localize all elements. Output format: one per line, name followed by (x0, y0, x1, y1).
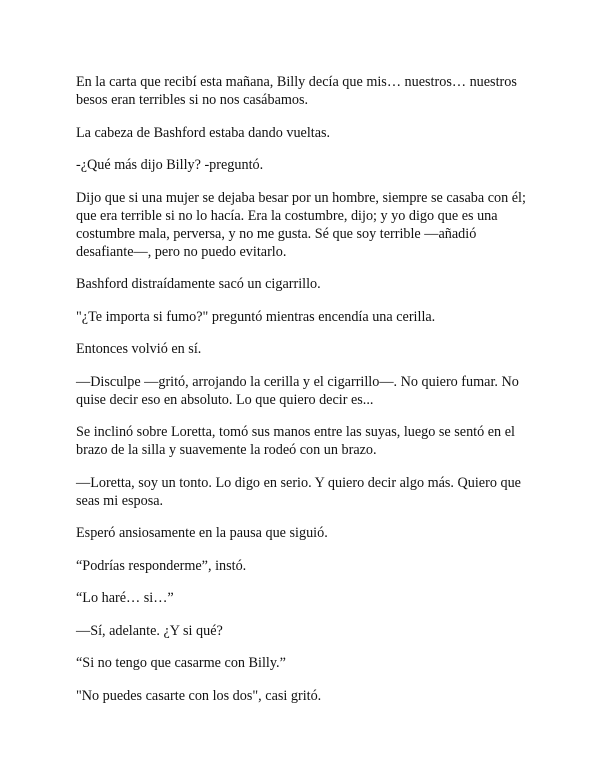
paragraph: Entonces volvió en sí. (76, 341, 202, 357)
paragraph: Dijo que si una mujer se dejaba besar por un hombre, siempre se casaba con él; que era terrible si no lo hacía. Era la costumbre, dijo; y yo digo que es una costumbre mala, perversa, y no me gusta. Sé que soy terrible —añadió desafiante—, pero no puedo evitarlo. (76, 189, 526, 260)
paragraph: “Podrías responderme”, instó. (76, 557, 247, 574)
paragraph: Se inclinó sobre Loretta, tomó sus manos entre las suyas, luego se sentó en el brazo de la silla y suavemente la rodeó con un brazo. (76, 424, 515, 458)
paragraph: Esperó ansiosamente en la pausa que siguió. (76, 525, 328, 541)
paragraph: En la carta que recibí esta mañana, Billy decía que mis… nuestros… nuestros besos eran terribles si no nos casábamos. (76, 74, 517, 108)
paragraph: -¿Qué más dijo Billy? -preguntó. (76, 157, 264, 173)
paragraph: Bashford distraídamente sacó un cigarrillo. (76, 276, 321, 292)
paragraph: "No puedes casarte con los dos", casi gritó. (76, 687, 322, 704)
paragraph: “Si no tengo que casarme con Billy.” (76, 655, 286, 671)
paragraph: —Sí, adelante. ¿Y si qué? (76, 622, 223, 639)
body-text (76, 73, 531, 719)
paragraph: “Lo haré… si…” (76, 590, 174, 606)
paragraph: "¿Te importa si fumo?" preguntó mientras encendía una cerilla. (76, 308, 436, 325)
paragraph: —Disculpe —gritó, arrojando la cerilla y el cigarrillo—. No quiero fumar. No quise decir eso en absoluto. Lo que quiero decir es... (76, 373, 519, 408)
paragraph: La cabeza de Bashford estaba dando vueltas. (76, 124, 331, 141)
paragraph: —Loretta, soy un tonto. Lo digo en serio. Y quiero decir algo más. Quiero que seas mi esposa. (76, 474, 521, 509)
